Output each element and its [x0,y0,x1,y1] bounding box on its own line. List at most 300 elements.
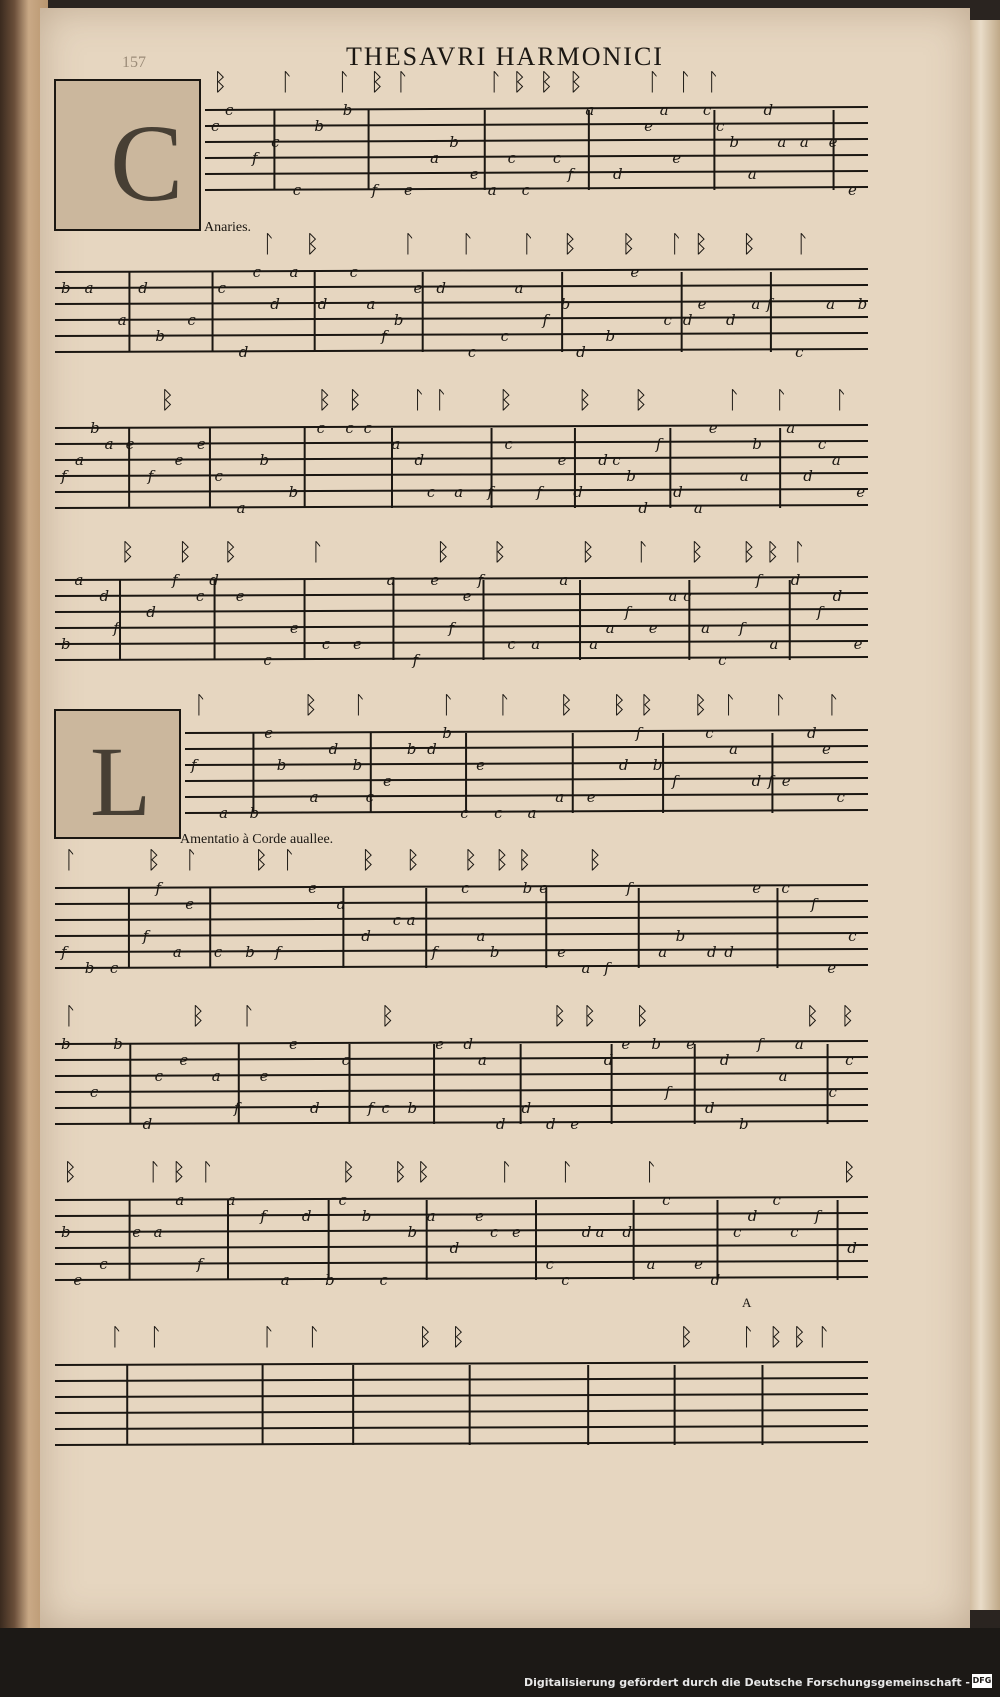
tab-letter: e [179,1051,189,1069]
tab-letter: d [598,451,608,469]
tab-letter: a [831,451,841,469]
rhythm-sign: ᛚ [433,386,449,414]
tab-letter: f [275,943,281,961]
staff-line [185,778,868,781]
rhythm-sign: ᛒ [633,386,648,414]
rhythm-sign: ᛚ [440,691,455,719]
rhythm-sign: ᛒ [741,230,757,258]
tab-letter: e [196,435,206,453]
staff-line [55,425,868,428]
tab-letter: c [213,943,223,961]
tab-letter: f [367,1099,374,1117]
tab-letter: a [74,571,84,589]
rhythm-sign: ᛚ [795,230,810,258]
tab-letter: d [710,1271,721,1289]
rhythm-sign: ᛚ [281,846,297,874]
tab-letter: f [142,927,149,945]
rhythm-sign: ᛒ [635,1002,650,1030]
tab-letter: d [622,1223,632,1241]
tab-letter: d [142,1115,153,1133]
staff-line [55,1426,868,1429]
dfg-logo: DFG [972,1674,992,1688]
tab-letter: e [73,1271,83,1289]
staff-line [55,441,868,444]
page-number: 157 [122,54,146,71]
tab-letter: d [209,571,219,589]
tab-letter: f [431,943,438,961]
tab-letter: d [747,1207,758,1225]
rhythm-sign: ᛒ [741,538,757,566]
rhythm-sign: ᛚ [825,691,841,719]
next-page-edge [968,20,1000,1610]
rhythm-sign: ᛚ [306,1323,321,1351]
tab-letter: b [407,1099,418,1117]
staff-line [55,1378,868,1381]
staff-line [55,593,868,596]
tab-letter: e [289,1035,298,1053]
rhythm-sign: ᛚ [108,1323,124,1351]
tab-letter: a [658,943,668,961]
tab-letter: a [172,943,182,961]
rhythm-sign: ᛚ [411,386,426,414]
tab-letter: a [747,165,757,183]
tab-letter: a [589,635,599,653]
tab-letter: e [686,1035,696,1053]
tab-letter: e [289,619,299,637]
tab-letter: e [586,788,596,806]
staff-line [185,762,868,765]
tab-letter: f [155,879,162,897]
tab-letter: a [559,571,569,589]
tab-letter: d [603,1051,614,1069]
tab-letter: d [832,587,843,605]
staff-line [55,1057,868,1060]
tab-letter: b [752,435,762,453]
rhythm-sign: ᛒ [792,1323,807,1351]
tab-letter: e [853,635,863,653]
rhythm-sign: ᛚ [63,1002,78,1030]
tab-letter: c [663,311,672,329]
rhythm-sign: ᛒ [360,846,376,874]
tab-letter: d [724,943,734,961]
rhythm-sign: ᛒ [160,386,175,414]
tab-letter: d [673,483,683,501]
tab-letter: d [612,165,623,183]
rhythm-sign: ᛚ [148,1323,163,1351]
tab-letter: b [61,635,71,653]
tab-letter: e [469,165,479,183]
tab-letter: a [693,499,703,517]
rhythm-sign: ᛒ [463,846,478,874]
rhythm-sign: ᛚ [394,68,410,96]
tab-letter: e [697,295,707,313]
tab-letter: c [89,1083,99,1101]
running-head: THESAVRI HARMONICI [346,42,664,71]
tab-letter: f [448,619,455,637]
rhythm-sign: ᛒ [498,386,513,414]
tab-letter: c [341,1051,350,1069]
rhythm-sign: ᛚ [401,230,417,258]
rhythm-sign: ᛒ [765,538,780,566]
tab-letter: d [317,295,328,313]
tab-letter: c [795,343,804,361]
tab-letter: c [561,1271,570,1289]
staff-line [55,1229,868,1232]
tab-letter: a [366,295,376,313]
tab-letter: e [382,772,392,790]
staff-line [55,1362,868,1365]
staff-line [55,285,868,288]
tab-letter: b [560,295,571,313]
tab-letter: d [618,756,629,774]
tab-letter: d [638,499,648,517]
tab-letter: c [490,1223,499,1241]
tab-letter: a [454,483,464,501]
staff-line [55,1041,868,1044]
rhythm-sign: ᛒ [840,1002,855,1030]
tab-letter: e [132,1223,142,1241]
tab-letter: c [321,635,331,653]
tab-letter: a [477,1051,487,1069]
tab-letter: d [238,343,249,361]
tab-letter: f [61,943,67,961]
tab-letter: f [738,619,745,637]
tab-letter: f [61,467,67,485]
staff-line [55,609,868,612]
rhythm-sign: ᛚ [147,1158,162,1186]
tab-letter: c [461,879,470,897]
tab-letter: e [856,483,866,501]
tab-letter: c [507,149,517,167]
rhythm-sign: ᛚ [488,68,503,96]
staff-line [185,746,868,749]
tab-letter: c [316,419,326,437]
tab-letter: c [612,451,621,469]
tab-letter: b [522,879,533,897]
tab-letter: e [672,149,682,167]
staff-line [55,1277,868,1280]
tab-letter: e [259,1067,269,1085]
rhythm-sign: ᛒ [305,230,320,258]
tab-letter: a [769,635,779,653]
tab-letter: e [462,587,472,605]
staff-line [55,917,868,920]
rhythm-sign: ᛒ [347,386,363,414]
tab-letter: c [460,804,469,822]
tab-letter: a [476,927,486,945]
tab-letter: d [806,724,817,742]
tab-letter: f [113,619,119,637]
lute-tablature-score [40,8,970,1628]
tab-letter: e [511,1223,521,1241]
tab-letter: a [701,619,711,637]
tab-letter: c [365,788,375,806]
tab-letter: b [626,467,636,485]
tab-letter: a [386,571,396,589]
rhythm-sign: ᛚ [635,538,650,566]
tab-letter: a [84,279,94,297]
tab-letter: f [816,603,823,621]
staff-line [55,349,868,352]
tab-letter: f [477,571,484,589]
tab-letter: e [644,117,653,135]
rhythm-sign: ᛚ [63,846,78,874]
rhythm-sign: ᛒ [177,538,193,566]
tab-letter: e [404,181,413,199]
staff-line [205,123,868,126]
rhythm-sign: ᛒ [577,386,593,414]
staff-line [55,301,868,304]
final-mark: A [742,1295,752,1310]
tab-letter: c [718,651,727,669]
book-page [40,8,970,1628]
tab-letter: f [767,772,774,790]
tab-letter: c [109,959,119,977]
tab-letter: a [799,133,809,151]
tab-letter: e [557,451,567,469]
tab-letter: b [325,1271,335,1289]
tab-letter: e [430,571,440,589]
tab-letter: f [542,311,549,329]
rhythm-sign: ᛒ [223,538,238,566]
tab-letter: c [392,911,402,929]
digitization-footer [0,1628,1000,1697]
tab-letter: a [391,435,401,453]
rhythm-sign: ᛒ [63,1158,78,1186]
tab-letter: b [449,133,459,151]
tab-letter: b [113,1035,123,1053]
tab-letter: b [61,1035,71,1053]
tab-letter: c [363,419,372,437]
rhythm-sign: ᛚ [183,846,199,874]
tab-letter: a [219,804,229,822]
staff-line [55,1394,868,1397]
tab-letter: f [233,1099,240,1117]
staff-line [55,333,868,336]
tab-letter: d [310,1099,320,1117]
rhythm-sign: ᛒ [679,1323,694,1351]
staff-line [55,1245,868,1248]
rhythm-sign: ᛒ [171,1158,187,1186]
tab-letter: b [61,279,71,297]
rhythm-sign: ᛒ [120,538,135,566]
tab-letter: d [763,101,774,119]
rhythm-sign: ᛒ [693,691,708,719]
tab-letter: a [751,295,761,313]
rhythm-sign: ᛚ [677,68,693,96]
tab-letter: c [154,1067,164,1085]
tab-letter: e [694,1255,704,1273]
tab-letter: c [211,117,220,135]
tab-letter: e [570,1115,580,1133]
rhythm-sign: ᛚ [460,230,475,258]
tab-letter: b [342,101,353,119]
tab-letter: a [794,1035,804,1053]
tab-letter: e [235,587,245,605]
tab-letter: c [426,483,436,501]
tab-letter: a [487,181,497,199]
tab-letter: d [521,1099,532,1117]
rhythm-sign: ᛚ [309,538,325,566]
tab-letter: b [314,117,325,135]
tab-letter: a [826,295,836,313]
tab-letter: f [672,772,678,790]
tab-letter: a [117,311,127,329]
tab-letter: c [545,1255,555,1273]
tab-letter: c [292,181,302,199]
rhythm-sign: ᛒ [621,230,636,258]
tab-letter: b [245,943,255,961]
tab-letter: e [435,1035,445,1053]
rhythm-sign: ᛒ [369,68,385,96]
rhythm-sign: ᛒ [517,846,532,874]
tab-letter: c [500,327,510,345]
tab-letter: f [810,895,817,913]
rhythm-sign: ᛒ [146,846,161,874]
tab-letter: c [507,635,516,653]
rhythm-sign: ᛒ [393,1158,408,1186]
tab-letter: d [546,1115,556,1133]
rhythm-sign: ᛒ [405,846,421,874]
tab-letter: c [195,587,205,605]
tab-letter: a [406,911,416,929]
tab-letter: f [251,149,258,167]
tab-letter: e [125,435,135,453]
tab-letter: a [585,101,595,119]
rhythm-sign: ᛚ [646,68,661,96]
tab-letter: c [817,435,827,453]
tab-letter: d [573,483,583,501]
tab-letter: c [504,435,513,453]
staff-line [55,641,868,644]
tab-letter: d [847,1239,857,1257]
tab-letter: b [442,724,452,742]
tab-letter: a [605,619,615,637]
tab-letter: d [449,1239,460,1257]
tab-letter: b [84,959,95,977]
tab-letter: c [252,263,262,281]
tab-letter: f [412,651,419,669]
tab-letter: e [781,772,791,790]
tab-letter: f [624,603,631,621]
tab-letter: c [845,1051,854,1069]
tab-letter: e [353,635,362,653]
staff-line [205,139,868,142]
tab-letter: d [436,279,446,297]
tab-letter: f [381,327,387,345]
tab-letter: e [847,181,857,199]
tab-letter: d [719,1051,730,1069]
tab-letter: d [576,343,586,361]
tab-letter: e [174,451,184,469]
dfg-credit-text: Digitalisierung gefördert durch die Deutsche Forschungsgemeinschaft - [523,1676,970,1689]
tab-letter: e [557,943,567,961]
tab-letter: d [301,1207,312,1225]
rhythm-sign: ᛒ [416,1158,431,1186]
tab-letter: c [224,101,234,119]
rhythm-sign: ᛒ [254,846,269,874]
rhythm-sign: ᛚ [740,1323,756,1351]
tab-letter: d [328,740,339,758]
tab-letter: d [725,311,736,329]
staff-line [55,269,868,272]
tab-letter: c [732,1223,742,1241]
tab-letter: c [271,133,280,151]
tab-letter: b [249,804,260,822]
tab-letter: a [778,1067,788,1085]
tab-letter: b [361,1207,372,1225]
tab-letter: b [605,327,616,345]
staff-line [55,1410,868,1413]
tab-letter: c [345,419,354,437]
rhythm-sign: ᛒ [317,386,332,414]
staff-line [185,730,868,733]
tab-letter: e [648,619,658,637]
tab-letter: d [138,279,148,297]
rhythm-sign: ᛚ [279,68,294,96]
tab-letter: b [352,756,363,774]
tab-letter: a [555,788,565,806]
rhythm-sign: ᛒ [450,1323,466,1351]
rhythm-sign: ᛒ [559,691,574,719]
tab-letter: b [276,756,287,774]
staff-line [55,1073,868,1076]
rhythm-sign: ᛚ [336,68,351,96]
tab-letter: d [463,1035,474,1053]
tab-letter: f [626,879,632,897]
tab-letter: b [857,295,868,313]
tab-letter: c [99,1255,108,1273]
rhythm-sign: ᛚ [791,538,807,566]
tab-letter: b [406,740,417,758]
tab-letter: e [185,895,195,913]
rhythm-sign: ᛒ [580,538,596,566]
tab-letter: d [704,1099,715,1117]
tab-letter: f [814,1207,821,1225]
tab-letter: f [567,165,574,183]
tab-letter: d [581,1223,592,1241]
tab-letter: c [467,343,477,361]
rhythm-sign: ᛒ [303,691,318,719]
tab-letter: f [635,724,642,742]
rhythm-sign: ᛒ [492,538,507,566]
rhythm-sign: ᛒ [213,68,228,96]
rhythm-sign: ᛚ [241,1002,256,1030]
tab-letter: c [702,101,712,119]
tab-letter: c [790,1223,799,1241]
tab-letter: c [214,467,223,485]
tab-letter: d [146,603,156,621]
tab-letter: b [61,1223,71,1241]
tab-letter: a [336,895,346,913]
staff-line [55,1213,868,1216]
tab-letter: c [521,181,531,199]
tab-letter: c [552,149,562,167]
tab-letter: b [90,419,100,437]
tab-letter: e [630,263,640,281]
tab-letter: f [604,959,610,977]
tab-letter: a [104,435,114,453]
staff-line [55,933,868,936]
tab-letter: d [707,943,717,961]
tab-letter: b [259,451,270,469]
tab-letter: c [494,804,503,822]
rhythm-sign: ᛒ [435,538,451,566]
tab-letter: b [652,756,663,774]
tab-letter: c [848,927,857,945]
rhythm-sign: ᛒ [582,1002,597,1030]
initial-l-glyph: L [90,726,152,837]
